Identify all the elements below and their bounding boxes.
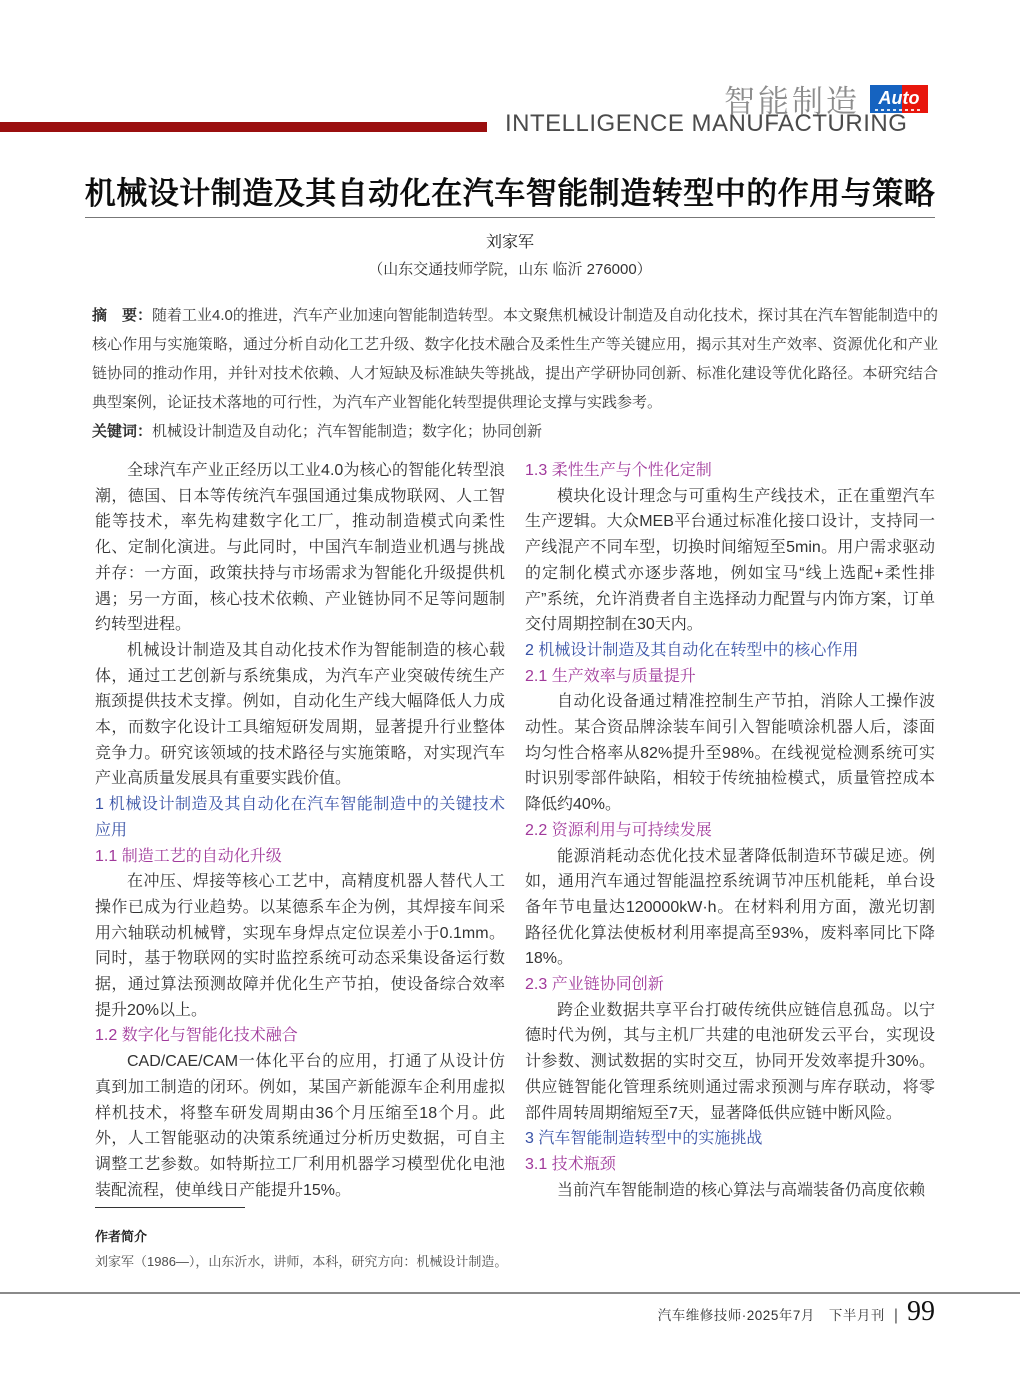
bio-title: 作者简介 bbox=[95, 1229, 148, 1244]
page-footer bbox=[658, 1298, 935, 1326]
subsection-heading-1-2: 1.2 数字化与智能化技术融合 bbox=[95, 1027, 298, 1045]
abstract-label: 摘 要： bbox=[92, 307, 153, 324]
section-title-cn: 智能制造 bbox=[724, 84, 860, 119]
left-column bbox=[95, 458, 505, 1203]
auto-logo-icon bbox=[870, 85, 928, 113]
header-accent-bar bbox=[0, 122, 487, 132]
author-name: 刘家军 bbox=[485, 234, 534, 251]
journal-info: 汽车维修技师·2025年7月 下半月刊 bbox=[657, 1308, 885, 1323]
body-paragraph: 全球汽车产业正经历以工业4.0为核心的智能化转型浪潮，德国、日本等传统汽车强国通过集成物联网、人工智能等技术，率先构建数字化工厂，推动制造模式向柔性化、定制化演进。与此同时，中国汽车制造业机遇与挑战并存：一方面，政策扶持与市场需求为智能化升级提供机遇；另一方面，核心技术依赖、产业链协同不足等问题制约转型进程。 bbox=[95, 462, 505, 634]
right-column bbox=[525, 458, 935, 1203]
body-paragraph: CAD/CAE/CAM一体化平台的应用，打通了从设计仿真到加工制造的闭环。例如，某国产新能源车企利用虚拟样机技术，将整车研发周期由36个月压缩至18个月。此外，人工智能驱动的决策系统通过分析历史数据，可自主调整工艺参数。如特斯拉工厂利用机器学习模型优化电池装配流程，使单线日产能提升15%。 bbox=[95, 1053, 505, 1199]
subsection-heading-2-3: 2.3 产业链协同创新 bbox=[525, 976, 664, 994]
abstract-paragraph bbox=[92, 301, 938, 417]
body-paragraph: 跨企业数据共享平台打破传统供应链信息孤岛。以宁德时代为例，其与主机厂共建的电池研发云平台，实现设计参数、测试数据的实时交互，协同开发效率提升30%。供应链智能化管理系统则通过需求预测与库存联动，将零部件周转周期缩短至7天，显著降低供应链中断风险。 bbox=[525, 1001, 935, 1122]
body-paragraph: 当前汽车智能制造的核心算法与高端装备仍高度依赖 bbox=[557, 1181, 926, 1199]
subsection-heading-2-1: 2.1 生产效率与质量提升 bbox=[525, 667, 696, 685]
body-paragraph: 自动化设备通过精准控制生产节拍，消除人工操作波动性。某合资品牌涂装车间引入智能喷涂机器人后，漆面均匀性合格率从82%提升至98%。在线视觉检测系统可实时识别零部件缺陷，相较于传统抽检模式，质量管控成本降低约40%。 bbox=[525, 693, 935, 814]
body-columns bbox=[95, 458, 935, 1203]
body-paragraph: 在冲压、焊接等核心工艺中，高精度机器人替代人工操作已成为行业趋势。以某德系车企为例，其焊接车间采用六轴联动机械臂，实现车身焊点定位误差小于0.1mm。同时，基于物联网的实时监控系统可动态采集设备运行数据，通过算法预测故障并优化生产节拍，使设备综合效率提升20%以上。 bbox=[95, 873, 505, 1019]
footer-divider bbox=[0, 1292, 1020, 1294]
keywords-text: 机械设计制造及自动化；汽车智能制造；数字化；协同创新 bbox=[152, 423, 543, 440]
subsection-heading-1-3: 1.3 柔性生产与个性化定制 bbox=[525, 462, 712, 479]
keywords-paragraph bbox=[92, 417, 938, 446]
section-title-en: INTELLIGENCE MANUFACTURING bbox=[505, 110, 908, 137]
bio-text: 刘家军（1986—），山东沂水，讲师，本科，研究方向：机械设计制造。 bbox=[95, 1254, 508, 1269]
section-heading-1: 1 机械设计制造及其自动化在汽车智能制造中的关键技术应用 bbox=[95, 796, 505, 839]
footer-separator: | bbox=[893, 1307, 898, 1324]
subsection-heading-2-2: 2.2 资源利用与可持续发展 bbox=[525, 821, 712, 839]
subsection-heading-3-1: 3.1 技术瓶颈 bbox=[525, 1155, 616, 1173]
abstract-block bbox=[92, 301, 938, 446]
page-number: 99 bbox=[907, 1296, 935, 1327]
section-heading-3: 3 汽车智能制造转型中的实施挑战 bbox=[525, 1130, 763, 1148]
subsection-heading-1-1: 1.1 制造工艺的自动化升级 bbox=[95, 847, 282, 865]
author-affiliation: （山东交通技师学院，山东 临沂 276000） bbox=[368, 261, 652, 278]
keywords-label: 关键词： bbox=[92, 423, 153, 440]
abstract-text: 随着工业4.0的推进，汽车产业加速向智能制造转型。本文聚焦机械设计制造及自动化技术，探讨其在汽车智能制造中的核心作用与实施策略，通过分析自动化工艺升级、数字化技术融合及柔性生产等关键应用，揭示其对生产效率、资源优化和产业链协同的推动作用，并针对技术依赖、人才短缺及标准缺失等挑战，提出产学研协同创新、标准化建设等优化路径。本研究结合典型案例，论证技术落地的可行性，为汽车产业智能化转型提供理论支撑与实践参考。 bbox=[92, 307, 938, 411]
article-title: 机械设计制造及其自动化在汽车智能制造转型中的作用与策略 bbox=[84, 176, 936, 211]
body-paragraph: 机械设计制造及其自动化技术作为智能制造的核心载体，通过工艺创新与系统集成，为汽车产业突破传统生产瓶颈提供技术支撑。例如，自动化生产线大幅降低人力成本，而数字化设计工具缩短研发周期，显著提升行业整体竞争力。研究该领域的技术路径与实施策略，对实现汽车产业高质量发展具有重要实践价值。 bbox=[95, 641, 505, 788]
body-paragraph: 能源消耗动态优化技术显著降低制造环节碳足迹。例如，通用汽车通过智能温控系统调节冲压机能耗，单台设备年节电量达120000kW·h。在材料利用方面，激光切割路径优化算法使板材利用率提高至93%，废料率同比下降18%。 bbox=[525, 847, 935, 968]
title-divider bbox=[85, 217, 935, 218]
bio-divider bbox=[95, 1207, 245, 1208]
section-heading-2: 2 机械设计制造及其自动化在转型中的核心作用 bbox=[525, 641, 859, 659]
body-paragraph: 模块化设计理念与可重构生产线技术，正在重塑汽车生产逻辑。大众MEB平台通过标准化接口设计，支持同一产线混产不同车型，切换时间缩短至5min。用户需求驱动的定制化模式亦逐步落地，例如宝马“线上选配+柔性排产”系统，允许消费者自主选择动力配置与内饰方案，订单交付周期控制在30天内。 bbox=[525, 487, 935, 634]
auto-logo-label: Auto bbox=[878, 87, 920, 108]
author-bio bbox=[95, 1226, 795, 1270]
